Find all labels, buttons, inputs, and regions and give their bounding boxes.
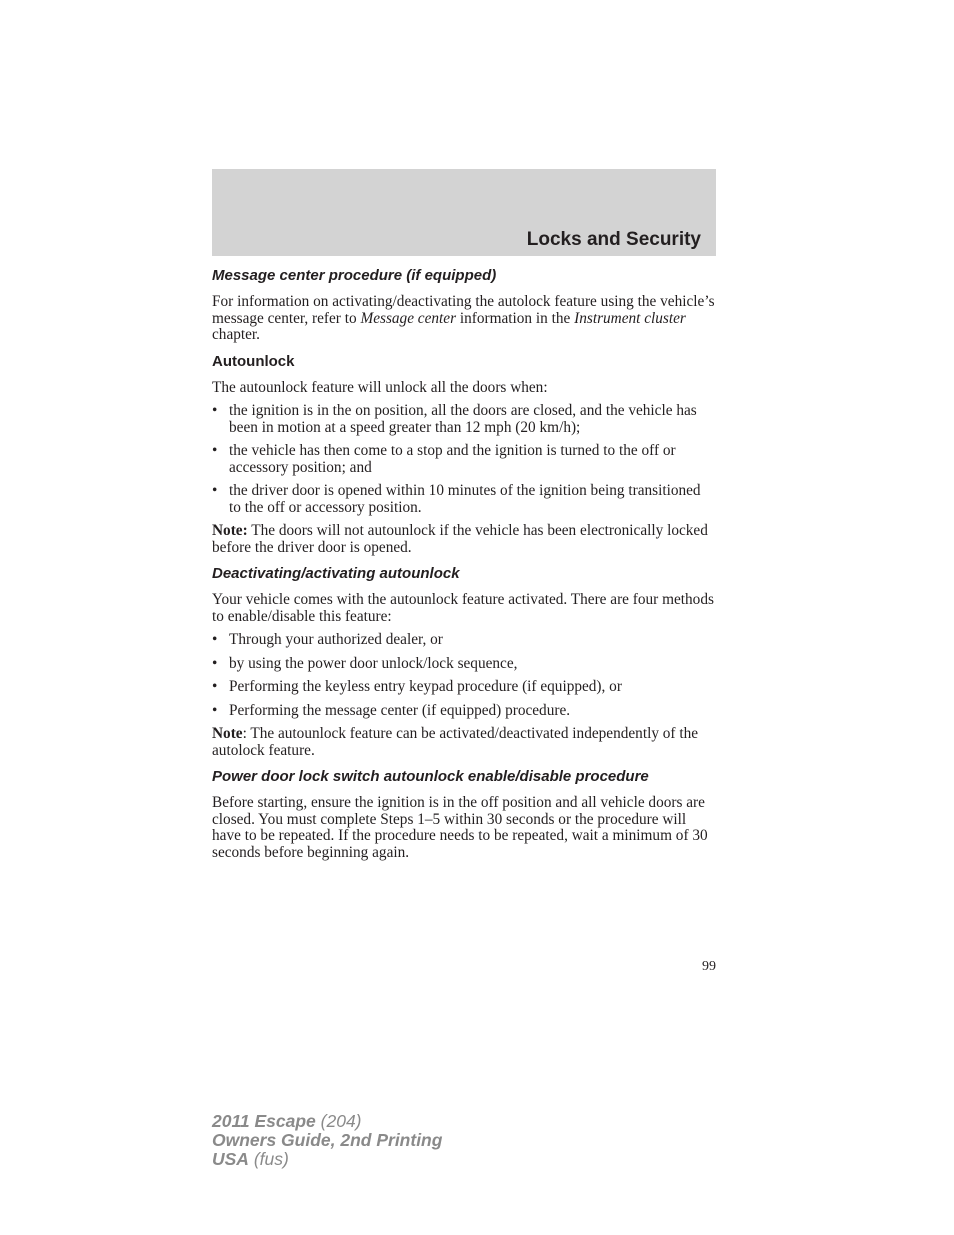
paragraph-autounlock-intro: The autounlock feature will unlock all the doors when: xyxy=(212,378,548,396)
bullet-icon: • xyxy=(212,482,218,499)
note-autounlock xyxy=(212,523,716,556)
list-item-text: Performing the keyless entry keypad procedure (if equipped), or xyxy=(229,678,622,695)
footer-line-guide: Owners Guide, 2nd Printing xyxy=(212,1130,443,1150)
heading-deactivating: Deactivating/activating autounlock xyxy=(212,565,460,582)
list-item xyxy=(212,443,716,476)
section-deactivating xyxy=(212,564,716,759)
list-item xyxy=(212,656,716,673)
list-item-text: by using the power door unlock/lock sequence, xyxy=(229,654,518,672)
paragraph-power-door: Before starting, ensure the ignition is in the off position and all vehicle doors are closed. You must complete Steps 1–5 within 30 seconds or the procedure will have to be repeated. If the procedure needs to be repeated, wait a minimum of 30 seconds before beginning again. xyxy=(212,794,708,861)
footer-market: USA xyxy=(212,1149,249,1169)
list-item xyxy=(212,403,716,436)
section-power-door xyxy=(212,767,716,861)
footer-edition-info xyxy=(212,1112,442,1169)
note-label: Note xyxy=(212,725,243,742)
chapter-header-band xyxy=(212,169,716,256)
bullet-icon: • xyxy=(212,442,218,459)
list-item-text: the ignition is in the on position, all the doors are closed, and the vehicle has been in motion at a speed greater than 12 mph (20 km/h); xyxy=(229,402,697,436)
footer-model: 2011 Escape xyxy=(212,1111,316,1131)
list-item-text: the driver door is opened within 10 minutes of the ignition being transitioned to the off or accessory position. xyxy=(229,482,701,516)
bullet-icon: • xyxy=(212,631,218,648)
bullet-icon: • xyxy=(212,701,218,719)
list-item xyxy=(212,703,716,720)
methods-list xyxy=(212,632,716,719)
bullet-icon: • xyxy=(212,678,218,695)
autounlock-conditions-list xyxy=(212,403,716,516)
list-item-text: Performing the message center (if equipped) procedure. xyxy=(229,701,571,719)
note-text: The doors will not autounlock if the vehicle has been electronically locked before the driver door is opened. xyxy=(212,522,708,556)
heading-power-door: Power door lock switch autounlock enable/disable procedure xyxy=(212,768,649,785)
list-item xyxy=(212,679,716,696)
footer-line-model xyxy=(212,1112,442,1131)
section-autounlock xyxy=(212,352,716,557)
page-content xyxy=(212,266,716,868)
paragraph-deactivating-intro: Your vehicle comes with the autounlock feature activated. There are four methods to enable/disable this feature: xyxy=(212,591,714,625)
note-deactivating xyxy=(212,726,716,759)
note-text: : The autounlock feature can be activated/deactivated independently of the autolock feature. xyxy=(212,725,699,759)
footer-market-code: (fus) xyxy=(248,1149,289,1169)
paragraph-message-center xyxy=(212,294,716,344)
bullet-icon: • xyxy=(212,654,218,672)
heading-autounlock: Autounlock xyxy=(212,352,295,370)
chapter-title: Locks and Security xyxy=(526,229,701,250)
page-number: 99 xyxy=(702,959,716,974)
list-item xyxy=(212,483,716,516)
bullet-icon: • xyxy=(212,402,218,419)
note-label: Note: xyxy=(212,522,248,539)
reference-instrument-cluster: Instrument cluster xyxy=(574,309,686,327)
heading-message-center: Message center procedure (if equipped) xyxy=(212,267,497,284)
footer-line-market xyxy=(212,1150,442,1169)
list-item-text: the vehicle has then come to a stop and the ignition is turned to the off or accessory position; and xyxy=(229,442,676,476)
list-item-text: Through your authorized dealer, or xyxy=(229,631,443,648)
footer-model-code: (204) xyxy=(315,1111,362,1131)
reference-message-center: Message center xyxy=(360,309,457,327)
text-segment: For information on activating/deactivating the autolock feature using the vehicle’s message center, refer to xyxy=(212,293,715,327)
text-segment: information in the xyxy=(456,309,575,327)
section-message-center xyxy=(212,266,716,344)
list-item xyxy=(212,632,716,649)
text-segment: chapter. xyxy=(212,326,260,343)
